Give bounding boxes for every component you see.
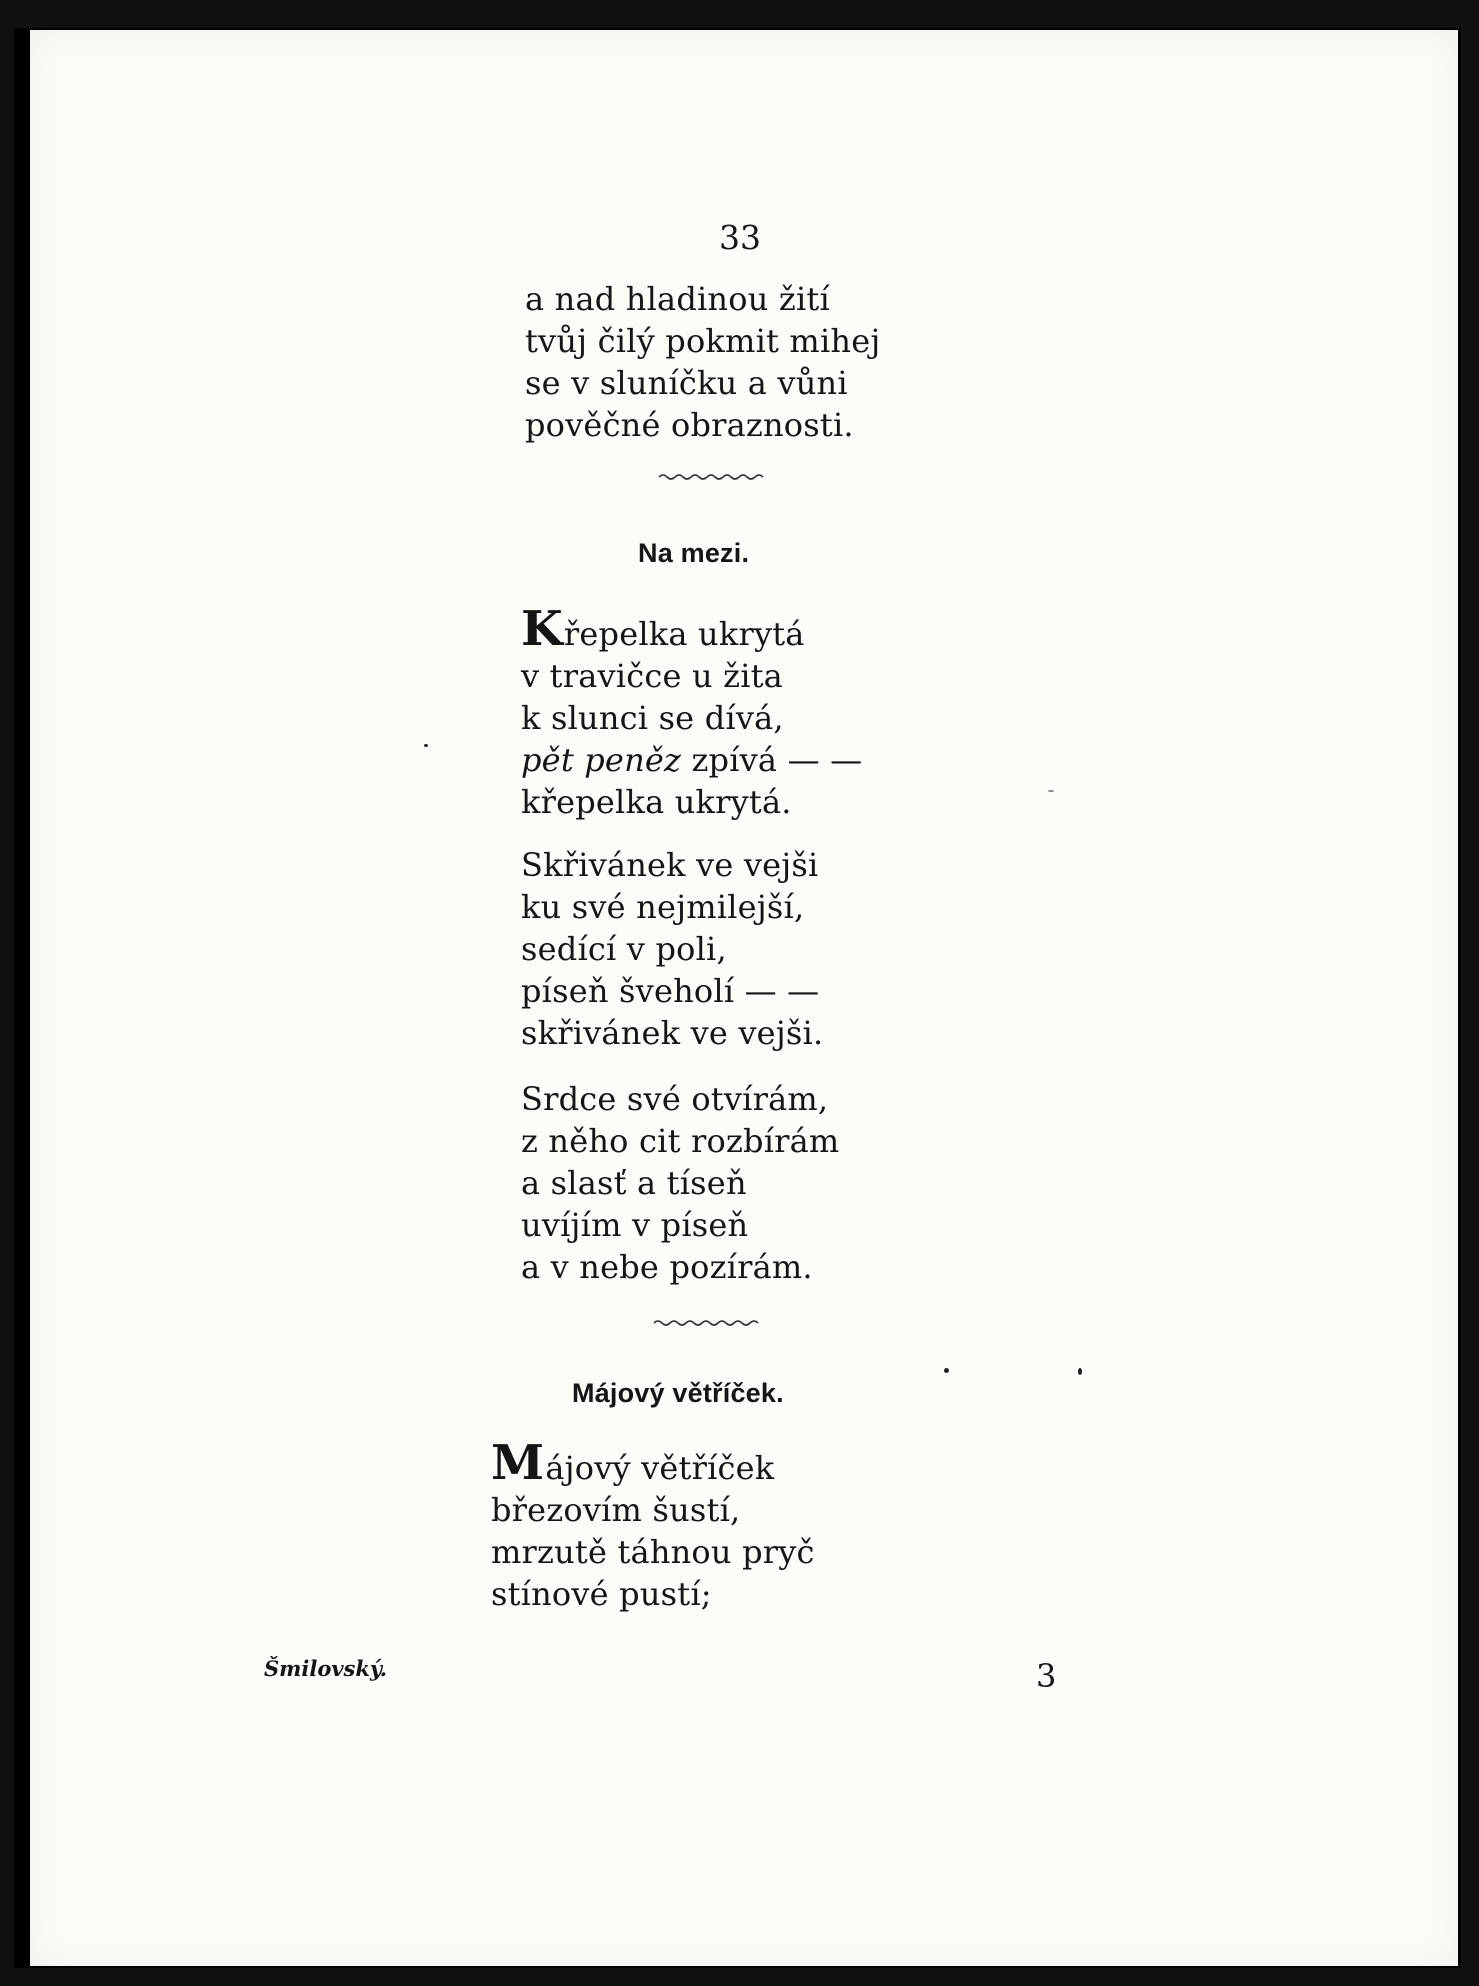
verse-line: stínové pustí; xyxy=(491,1575,712,1613)
scan-speck xyxy=(1048,790,1054,792)
verse-line: a slasť a tíseň xyxy=(521,1164,747,1202)
verse-line: Skřivánek ve vejši xyxy=(521,846,819,884)
ornament-divider xyxy=(652,1318,762,1328)
verse-line: tvůj čilý pokmit mihej xyxy=(525,322,881,360)
verse-line: mrzutě táhnou pryč xyxy=(491,1533,815,1571)
sheet-number: 3 xyxy=(1036,1657,1057,1695)
drop-cap: M xyxy=(491,1435,545,1491)
scan-speck xyxy=(424,744,428,747)
verse-text-italic: pět peněz xyxy=(521,741,682,779)
verse-line: v travičce u žita xyxy=(521,657,783,695)
scan-speck xyxy=(944,1368,949,1373)
verse-line: a v nebe pozírám. xyxy=(521,1248,813,1286)
verse-line: k slunci se dívá, xyxy=(521,699,784,737)
verse-text: ájový větříček xyxy=(545,1449,775,1487)
verse-line: z něho cit rozbírám xyxy=(521,1122,840,1160)
verse-line: skřivánek ve vejši. xyxy=(521,1014,824,1052)
poem-title: Na mezi. xyxy=(638,538,750,568)
stanza xyxy=(521,1078,839,1288)
verse-line: pověčné obraznosti. xyxy=(525,406,854,444)
signature-mark: Šmilovský. xyxy=(264,1656,388,1681)
verse-line: a nad hladinou žití xyxy=(525,280,830,318)
scan-speck xyxy=(1078,1368,1082,1375)
scan-border-top xyxy=(0,0,1479,28)
verse-line: křepelka ukrytá. xyxy=(521,783,792,821)
poem-title: Májový větříček. xyxy=(572,1378,784,1408)
verse-line xyxy=(491,1435,815,1491)
stanza-continuation xyxy=(525,278,880,446)
verse-line: uvíjím v píseň xyxy=(521,1206,749,1244)
scan-border-left xyxy=(0,28,14,1986)
verse-line: píseň šveholí — — xyxy=(521,972,820,1010)
stanza xyxy=(521,601,863,823)
verse-line: sedící v poli, xyxy=(521,930,727,968)
verse-line: Srdce své otvírám, xyxy=(521,1080,829,1118)
stanza xyxy=(491,1435,815,1615)
verse-line xyxy=(521,739,862,781)
verse-line xyxy=(521,601,862,657)
ornament-divider xyxy=(657,472,767,482)
book-page xyxy=(30,30,1458,1966)
verse-line: březovím šustí, xyxy=(491,1491,741,1529)
verse-text: zpívá — — xyxy=(681,741,863,779)
scan-border-right xyxy=(1461,0,1479,1986)
verse-text: řepelka ukrytá xyxy=(563,615,805,653)
verse-line: ku své nejmilejší, xyxy=(521,888,805,926)
stanza xyxy=(521,844,823,1054)
page-number: 33 xyxy=(719,218,761,257)
drop-cap: K xyxy=(521,601,563,657)
scan-border-bottom xyxy=(0,1968,1479,1986)
verse-line: se v sluníčku a vůni xyxy=(525,364,848,402)
